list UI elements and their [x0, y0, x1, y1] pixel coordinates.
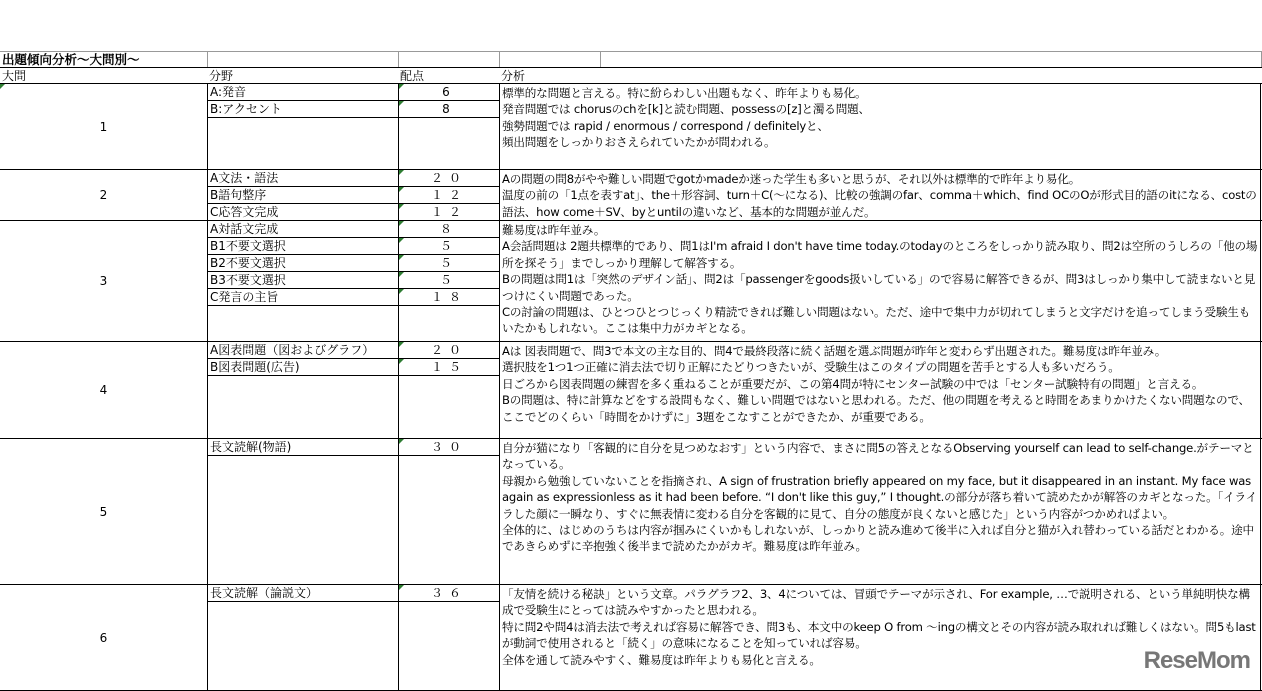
field-name: C応答文完成: [208, 204, 398, 221]
analysis-paragraph: Aは 図表問題で、問3で本文の主な目的、問4で最終段落に続く話題を選ぶ問題が昨年と変わらず出題された。難易度は昨年並み。: [502, 344, 1167, 358]
header-points: 配点: [400, 69, 425, 83]
points-value: １２: [399, 204, 499, 221]
field-cell[interactable]: [207, 585, 398, 690]
field-name: A文法・語法: [208, 170, 398, 187]
points-value: ５: [399, 238, 499, 255]
points-value: 6: [399, 84, 499, 101]
points-value: 8: [399, 101, 499, 118]
analysis-cell[interactable]: [499, 84, 1261, 169]
points-value: １８: [399, 289, 499, 306]
analysis-paragraph: 選択肢を1つ1つ正確に消去法で切り正解にたどりつきたいが、受験生はこのタイプの問題を苦手とする人も多いだろう。: [502, 360, 1120, 375]
field-name: 長文読解（論説文）: [208, 585, 398, 602]
field-name: B1不要文選択: [208, 238, 398, 255]
analysis-paragraph: 全体的に、はじめのうちは内容が掴みにくいかもしれないが、しっかりと読み進めて後半に入れば自分と猫が入れ替わっている話だとわかる。途中であきらめずに辛抱強く後半まで読めたかがカギ。難易度は昨年並み。: [502, 523, 1254, 554]
table-row: [0, 84, 1262, 170]
resemom-logo: ReseMom: [1143, 647, 1250, 674]
header-row: [0, 67, 1262, 84]
field-name: B図表問題(広告): [208, 359, 398, 376]
analysis-paragraph: 全体を通して読みやすく、難易度は昨年よりも易化と言える。: [502, 652, 821, 667]
analysis-paragraph: 強勢問題では rapid / enormous / correspond / definitelyと、: [502, 118, 829, 133]
field-name: B3不要文選択: [208, 272, 398, 289]
field-name: B語句整序: [208, 187, 398, 204]
field-name: A:発音: [208, 84, 398, 101]
analysis-cell[interactable]: [499, 439, 1261, 584]
table-row: [0, 585, 1262, 691]
header-analysis: 分析: [501, 69, 526, 83]
field-name: B:アクセント: [208, 101, 398, 118]
field-name: A対話文完成: [208, 221, 398, 238]
analysis-paragraph: A会話問題は 2題共標準的であり、問1はI'm afraid I don't have time today.のtodayのところをしっかり読み取り、問2は空所のうしろの「他の場所を探そう」までしっかり理解して解答する。: [502, 239, 1258, 270]
points-cell[interactable]: [398, 439, 499, 584]
question-cell[interactable]: [0, 221, 207, 341]
points-value: ３６: [399, 585, 499, 602]
analysis-paragraph: Bの問題は問1は「突然のデザイン話」、問2は「passengerをgoods扱いしている」ので容易に解答できるが、問3はしっかり集中して読まないと見つけにくい問題であった。: [502, 272, 1256, 303]
analysis-paragraph: 頻出問題をしっかりおさえられていたかが問われる。: [502, 135, 776, 150]
table-row: [0, 439, 1262, 585]
field-name: 長文読解(物語): [208, 439, 398, 456]
points-cell[interactable]: [398, 84, 499, 169]
question-number: 5: [99, 504, 108, 519]
gridline: [600, 52, 601, 68]
sheet-title: 出題傾向分析～大問別～: [2, 52, 140, 67]
field-name: A図表問題（図およびグラフ）: [208, 342, 398, 359]
points-value: １２: [399, 187, 499, 204]
analysis-paragraph: 標準的な問題と言える。特に紛らわしい出題もなく、昨年よりも易化。: [502, 86, 867, 100]
points-cell[interactable]: [398, 585, 499, 690]
analysis-paragraph: 難易度は昨年並み。: [502, 223, 606, 237]
points-cell[interactable]: [398, 170, 499, 220]
field-cell[interactable]: [207, 84, 398, 169]
question-number: 3: [99, 274, 108, 288]
question-number: 6: [99, 630, 108, 645]
gridline: [398, 52, 399, 68]
points-value: ５: [399, 255, 499, 272]
title-row: [0, 51, 1262, 67]
analysis-paragraph: 特に問2や問4は消去法で考えれば容易に解答でき、問3も、本文中のkeep O from ～ingの構文とその内容が読み取れれば難しくはない。問5もlastが動詞で使用されると「続く」の意味になることを知っていれば容易。: [502, 619, 1256, 651]
analysis-paragraph: 温度の前の「1点を表すat」、the＋形容詞、turn＋C(～になる)、比較の強調のfar、comma＋which、find OCのOが形式目的語のitになる、costの語法、how come＋SV、byとuntilの違いなど、基本的な問題が並んだ。: [502, 188, 1257, 219]
analysis-cell[interactable]: [499, 342, 1261, 438]
analysis-paragraph: Cの討論の問題は、ひとつひとつじっくり精読できれば難しい問題はない。ただ、途中で集中力が切れてしまうと文字だけを追ってしまう受験生もいたかもしれない。ここは集中力がカギとなる。: [502, 305, 1251, 336]
header-field: 分野: [209, 69, 234, 83]
field-name: C発言の主旨: [208, 289, 398, 306]
points-cell[interactable]: [398, 221, 499, 341]
table-row: [0, 342, 1262, 439]
field-cell[interactable]: [207, 342, 398, 438]
header-question: 大問: [2, 69, 27, 83]
question-cell[interactable]: [0, 585, 207, 690]
points-value: １５: [399, 359, 499, 376]
question-cell[interactable]: [0, 170, 207, 220]
gridline: [207, 52, 208, 68]
field-name: B2不要文選択: [208, 255, 398, 272]
question-number: 2: [99, 188, 108, 202]
field-cell[interactable]: [207, 221, 398, 341]
table-row: [0, 221, 1262, 342]
analysis-paragraph: Aの問題の問8がやや難しい問題でgotかmadeか迷った学生も多いと思うが、それ以外は標準的で昨年より易化。: [502, 172, 1081, 186]
question-cell[interactable]: [0, 439, 207, 584]
points-value: ５: [399, 272, 499, 289]
question-cell[interactable]: [0, 84, 207, 169]
question-cell[interactable]: [0, 342, 207, 438]
question-number: 4: [99, 383, 108, 397]
points-value: ３０: [399, 439, 499, 456]
analysis-paragraph: 母親から勉強していないことを指摘され、A sign of frustration briefly appeared on my face, but it disappeared in an instant. My face was again as expressionless as it had been before. “I don't like this guy,” I thought.の部分が落ち着いて読めたかが解答のカギとなった。「イライラした顔に一瞬なり、すぐに無表情に変わる自分を客観的に見て、自分の態度が良くないと感じた」という内容がつかめればよい。: [502, 473, 1257, 521]
analysis-paragraph: 「友情を続ける秘訣」という文章。パラグラフ2、3、4については、冒頭でテーマが示され、For example, …で説明される、という単純明快な構成で受験生にとっては読みやすかったと思われる。: [502, 587, 1250, 618]
question-number: 1: [99, 119, 108, 134]
analysis-cell[interactable]: [499, 221, 1261, 341]
points-cell[interactable]: [398, 342, 499, 438]
points-value: ８: [399, 221, 499, 238]
analysis-paragraph: Bの問題は、特に計算などをする設問もなく、難しい問題ではないと思われる。ただ、他の問題を考えると時間をあまりかけたくない問題なので、ここでどのくらい「時間をかけずに」3題をこなすことができたか、が重要である。: [502, 393, 1250, 424]
analysis-paragraph: 日ごろから図表問題の練習を多く重ねることが重要だが、この第4問が特にセンター試験の中では「センター試験特有の問題」と言える。: [502, 376, 1204, 391]
points-value: ２０: [399, 170, 499, 187]
field-cell[interactable]: [207, 170, 398, 220]
table-row: [0, 170, 1262, 221]
analysis-paragraph: 自分が猫になり「客観的に自分を見つめなおす」という内容で、まさに問5の答えとなるObserving yourself can lead to self-change.がテーマとなっている。: [502, 441, 1254, 472]
analysis-cell[interactable]: [499, 170, 1261, 220]
gridline: [499, 52, 500, 68]
points-value: ２０: [399, 342, 499, 359]
field-cell[interactable]: [207, 439, 398, 584]
analysis-paragraph: 発音問題では chorusのchを[k]と読む問題、possessの[z]と濁る問題、: [502, 102, 870, 117]
